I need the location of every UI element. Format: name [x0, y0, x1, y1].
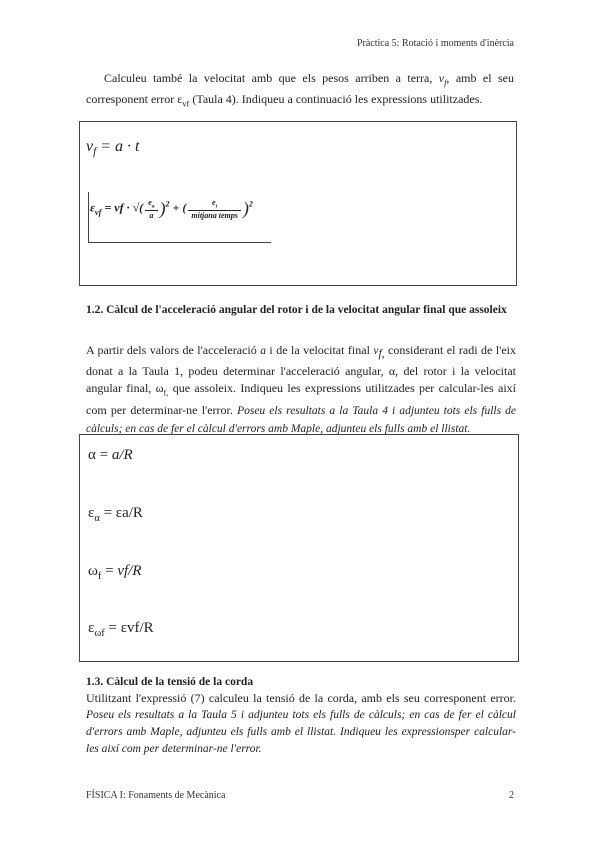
equation-angular-acceleration: α = a/R [88, 447, 133, 463]
section-heading-1-2: 1.2. Càlcul de l'acceleració angular del rotor i de la velocitat angular final que assoleix [86, 304, 507, 316]
section-heading-1-3: 1.3. Càlcul de la tensió de la corda [86, 676, 254, 688]
equation-angular-acceleration-error: $\varepsilon_\alpha$ = ɛa/R [88, 505, 143, 524]
page-number: 2 [509, 790, 514, 801]
fraction-ea-a: $\frac{e_a}{a}$ [145, 198, 157, 220]
section-1-3-paragraph: Utilitzant l'expressió (7) calculeu la tensió de la corda, amb els seu corresponent error. Poseu els resultats a la Taula 5 i adjunteu tots els fulls de càlculs; en cas de fer el càlcul d'errors amb Maple, adjunteu els fulls amb el llistat. Indiqueu les expressionsper calcular-les així com per determinar-ne l'error. [86, 691, 516, 755]
footer-course-title: FÍSICA I: Fonaments de Mecànica [86, 790, 226, 801]
fraction-et-mean-time: $\frac{e_t}{\text{mitjana temps}}$ [188, 198, 240, 220]
section-1-2-paragraph: A partir dels valors de l'acceleració a i de la velocitat final $v_{f,}$ considerant el radi de l'eix donat a la Taula 1, podeu determinar l'acceleració angular, α, del rotor i la velocitat angular final, $\omega_{f,}$ que assoleix. Indiqueu les expressions utilitzades per calcular-les així com per determinar-ne l'error. Poseu els resultats a la Taula 4 i adjunteu tots els fulls de càlculs; en cas de fer el càlcul d'errors amb Maple, adjunteu els fulls amb el llistat. [86, 343, 517, 435]
intro-paragraph: Calculeu també la velocitat amb que els pesos arriben a terra, $v_f$, amb el seu corresponent error $\varepsilon_{vf}$ (Taula 4). Indiqueu a continuació les expressions utilitzades. [86, 71, 514, 109]
equation-final-velocity: $v_f = a \cdot t$ [86, 138, 140, 159]
equation-velocity-error: $\varepsilon_{vf}$ = vf · √( $\frac{e_a}{a}$ )$^2$ + ( $\frac{e_t}{\text{mitjana temps}}$ )$^2$ [90, 198, 253, 220]
equation-angular-velocity-error: $\varepsilon_{\omega f} = \varepsilon vf/R$ [88, 620, 154, 639]
page-header: Pràctica 5: Rotació i moments d'inèrcia [356, 38, 514, 49]
equation-final-angular-velocity: $\omega_f = vf/R$ [88, 563, 142, 582]
